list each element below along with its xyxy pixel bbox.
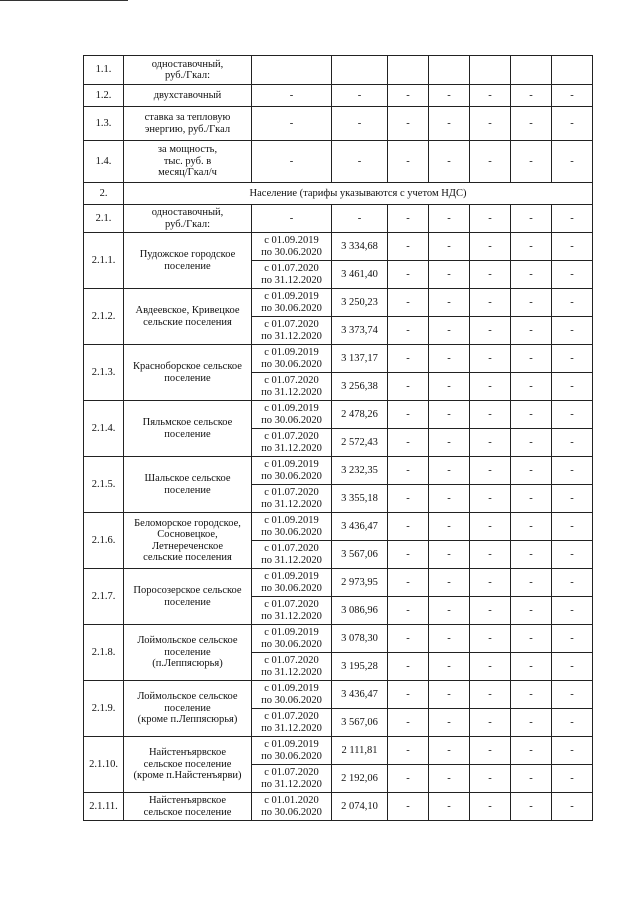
dash-cell: - [388, 653, 429, 681]
period-cell: с 01.09.2019 по 30.06.2020 [252, 513, 332, 541]
dash-cell: - [552, 653, 593, 681]
tariff-table-body [84, 56, 593, 821]
dash-cell: - [429, 345, 470, 373]
dash-cell: - [252, 107, 332, 141]
row-name: одноставочный, руб./Гкал: [124, 205, 252, 233]
dash-cell: - [388, 373, 429, 401]
dash-cell: - [429, 513, 470, 541]
dash-cell: - [552, 429, 593, 457]
dash-cell: - [429, 373, 470, 401]
period-cell: с 01.07.2020 по 31.12.2020 [252, 261, 332, 289]
period-cell: с 01.07.2020 по 31.12.2020 [252, 653, 332, 681]
dash-cell: - [470, 107, 511, 141]
dash-cell: - [429, 765, 470, 793]
dash-cell [332, 56, 388, 85]
dash-cell: - [470, 653, 511, 681]
tariff-value: 3 567,06 [332, 709, 388, 737]
dash-cell: - [429, 107, 470, 141]
settlement-name: Пудожское городское поселение [124, 233, 252, 289]
dash-cell: - [470, 709, 511, 737]
dash-cell: - [429, 625, 470, 653]
dash-cell: - [429, 681, 470, 709]
dash-cell: - [552, 485, 593, 513]
dash-cell: - [470, 233, 511, 261]
dash-cell: - [511, 793, 552, 821]
dash-cell: - [429, 541, 470, 569]
dash-cell [552, 56, 593, 85]
dash-cell: - [388, 569, 429, 597]
settlement-name: Красноборское сельское поселение [124, 345, 252, 401]
dash-cell: - [470, 541, 511, 569]
dash-cell: - [252, 141, 332, 183]
period-cell: с 01.07.2020 по 31.12.2020 [252, 317, 332, 345]
dash-cell: - [552, 205, 593, 233]
tariff-value: 3 078,30 [332, 625, 388, 653]
dash-cell: - [470, 289, 511, 317]
section-row [84, 183, 593, 205]
tariff-value: 2 074,10 [332, 793, 388, 821]
tariff-value: 2 192,06 [332, 765, 388, 793]
top-rule [0, 0, 128, 1]
dash-cell: - [511, 107, 552, 141]
tariff-value: 2 478,26 [332, 401, 388, 429]
dash-cell: - [388, 513, 429, 541]
period-cell: с 01.09.2019 по 30.06.2020 [252, 569, 332, 597]
dash-cell: - [388, 317, 429, 345]
dash-cell: - [470, 261, 511, 289]
dash-cell: - [511, 85, 552, 107]
period-cell: с 01.07.2020 по 31.12.2020 [252, 541, 332, 569]
dash-cell: - [429, 317, 470, 345]
dash-cell: - [511, 345, 552, 373]
dash-cell: - [552, 765, 593, 793]
table-row [84, 85, 593, 107]
dash-cell: - [552, 541, 593, 569]
dash-cell: - [252, 205, 332, 233]
dash-cell: - [388, 289, 429, 317]
settlement-name: Лоймольское сельское поселение (п.Леппясюрья) [124, 625, 252, 681]
dash-cell: - [511, 261, 552, 289]
dash-cell: - [429, 597, 470, 625]
dash-cell: - [552, 141, 593, 183]
dash-cell: - [388, 457, 429, 485]
entry-row [84, 289, 593, 317]
dash-cell: - [470, 485, 511, 513]
entry-row [84, 457, 593, 485]
dash-cell: - [470, 513, 511, 541]
row-number: 2.1.5. [84, 457, 124, 513]
entry-row [84, 625, 593, 653]
dash-cell: - [552, 709, 593, 737]
table-row [84, 205, 593, 233]
dash-cell: - [470, 345, 511, 373]
dash-cell: - [332, 107, 388, 141]
dash-cell: - [511, 625, 552, 653]
dash-cell: - [511, 765, 552, 793]
dash-cell [429, 56, 470, 85]
dash-cell: - [388, 597, 429, 625]
tariff-table [83, 55, 593, 821]
row-name: двухставочный [124, 85, 252, 107]
dash-cell: - [511, 569, 552, 597]
dash-cell: - [511, 457, 552, 485]
dash-cell: - [470, 569, 511, 597]
entry-row [84, 401, 593, 429]
dash-cell: - [388, 85, 429, 107]
dash-cell: - [388, 429, 429, 457]
row-number: 2.1.10. [84, 737, 124, 793]
row-number: 1.2. [84, 85, 124, 107]
dash-cell: - [470, 401, 511, 429]
dash-cell: - [470, 765, 511, 793]
dash-cell: - [388, 737, 429, 765]
row-number: 2.1.1. [84, 233, 124, 289]
dash-cell: - [470, 317, 511, 345]
dash-cell [511, 56, 552, 85]
settlement-name: Поросозерское сельское поселение [124, 569, 252, 625]
dash-cell: - [429, 737, 470, 765]
dash-cell: - [470, 625, 511, 653]
dash-cell: - [429, 485, 470, 513]
row-number: 2.1. [84, 205, 124, 233]
dash-cell [388, 56, 429, 85]
dash-cell: - [388, 233, 429, 261]
row-number: 1.1. [84, 56, 124, 85]
dash-cell: - [552, 107, 593, 141]
tariff-value: 3 334,68 [332, 233, 388, 261]
dash-cell: - [388, 625, 429, 653]
tariff-value: 3 355,18 [332, 485, 388, 513]
dash-cell: - [511, 709, 552, 737]
period-cell: с 01.09.2019 по 30.06.2020 [252, 289, 332, 317]
tariff-value: 2 111,81 [332, 737, 388, 765]
dash-cell: - [511, 205, 552, 233]
dash-cell: - [388, 107, 429, 141]
dash-cell: - [252, 85, 332, 107]
dash-cell: - [429, 233, 470, 261]
dash-cell: - [552, 289, 593, 317]
dash-cell: - [552, 345, 593, 373]
row-number: 1.4. [84, 141, 124, 183]
dash-cell: - [429, 457, 470, 485]
period-cell: с 01.09.2019 по 30.06.2020 [252, 625, 332, 653]
dash-cell: - [429, 653, 470, 681]
tariff-value: 3 232,35 [332, 457, 388, 485]
dash-cell: - [511, 429, 552, 457]
row-name: одноставочный, руб./Гкал: [124, 56, 252, 85]
table-row [84, 107, 593, 141]
period-cell: с 01.09.2019 по 30.06.2020 [252, 345, 332, 373]
dash-cell: - [552, 373, 593, 401]
dash-cell: - [388, 345, 429, 373]
tariff-value: 3 195,28 [332, 653, 388, 681]
period-cell: с 01.07.2020 по 31.12.2020 [252, 429, 332, 457]
dash-cell: - [470, 429, 511, 457]
dash-cell: - [552, 681, 593, 709]
period-cell: с 01.09.2019 по 30.06.2020 [252, 681, 332, 709]
section-number: 2. [84, 183, 124, 205]
dash-cell: - [552, 737, 593, 765]
dash-cell [470, 56, 511, 85]
entry-row [84, 681, 593, 709]
settlement-name: Шальское сельское поселение [124, 457, 252, 513]
dash-cell: - [511, 597, 552, 625]
dash-cell: - [511, 141, 552, 183]
settlement-name: Беломорское городское, Сосновецкое, Летнереченское сельские поселения [124, 513, 252, 569]
entry-row [84, 793, 593, 821]
tariff-value: 3 086,96 [332, 597, 388, 625]
tariff-value: 2 572,43 [332, 429, 388, 457]
settlement-name: Лоймольское сельское поселение (кроме п.Леппясюрья) [124, 681, 252, 737]
dash-cell: - [388, 541, 429, 569]
dash-cell: - [511, 541, 552, 569]
dash-cell: - [470, 597, 511, 625]
dash-cell: - [388, 141, 429, 183]
dash-cell: - [511, 233, 552, 261]
dash-cell: - [470, 793, 511, 821]
row-name: ставка за тепловую энергию, руб./Гкал [124, 107, 252, 141]
section-title: Население (тарифы указываются с учетом НДС) [124, 183, 593, 205]
dash-cell: - [511, 485, 552, 513]
dash-cell [252, 56, 332, 85]
row-number: 2.1.4. [84, 401, 124, 457]
row-number: 2.1.8. [84, 625, 124, 681]
tariff-value: 3 436,47 [332, 513, 388, 541]
table-row [84, 141, 593, 183]
row-name: за мощность, тыс. руб. в месяц/Гкал/ч [124, 141, 252, 183]
dash-cell: - [511, 289, 552, 317]
period-cell: с 01.07.2020 по 31.12.2020 [252, 485, 332, 513]
dash-cell: - [332, 85, 388, 107]
dash-cell: - [429, 793, 470, 821]
tariff-value: 3 567,06 [332, 541, 388, 569]
dash-cell: - [429, 569, 470, 597]
entry-row [84, 737, 593, 765]
dash-cell: - [511, 401, 552, 429]
dash-cell: - [552, 261, 593, 289]
dash-cell: - [552, 793, 593, 821]
entry-row [84, 569, 593, 597]
row-number: 2.1.7. [84, 569, 124, 625]
row-number: 2.1.2. [84, 289, 124, 345]
dash-cell: - [388, 793, 429, 821]
table-row [84, 56, 593, 85]
dash-cell: - [552, 625, 593, 653]
period-cell: с 01.07.2020 по 31.12.2020 [252, 709, 332, 737]
period-cell: с 01.09.2019 по 30.06.2020 [252, 233, 332, 261]
dash-cell: - [552, 513, 593, 541]
dash-cell: - [552, 85, 593, 107]
dash-cell: - [511, 513, 552, 541]
dash-cell: - [429, 205, 470, 233]
row-number: 2.1.3. [84, 345, 124, 401]
dash-cell: - [552, 317, 593, 345]
dash-cell: - [388, 261, 429, 289]
dash-cell: - [470, 681, 511, 709]
dash-cell: - [388, 681, 429, 709]
dash-cell: - [470, 141, 511, 183]
settlement-name: Авдеевское, Кривецкое сельские поселения [124, 289, 252, 345]
settlement-name: Найстенъярвское сельское поселение (кроме п.Найстенъярви) [124, 737, 252, 793]
row-number: 1.3. [84, 107, 124, 141]
period-cell: с 01.09.2019 по 30.06.2020 [252, 401, 332, 429]
dash-cell: - [552, 457, 593, 485]
tariff-value: 2 973,95 [332, 569, 388, 597]
settlement-name: Найстенъярвское сельское поселение [124, 793, 252, 821]
tariff-value: 3 436,47 [332, 681, 388, 709]
row-number: 2.1.9. [84, 681, 124, 737]
dash-cell: - [429, 709, 470, 737]
dash-cell: - [511, 653, 552, 681]
entry-row [84, 345, 593, 373]
row-number: 2.1.6. [84, 513, 124, 569]
dash-cell: - [429, 261, 470, 289]
entry-row [84, 513, 593, 541]
row-number: 2.1.11. [84, 793, 124, 821]
dash-cell: - [429, 289, 470, 317]
dash-cell: - [470, 205, 511, 233]
dash-cell: - [388, 709, 429, 737]
dash-cell: - [470, 737, 511, 765]
dash-cell: - [332, 205, 388, 233]
dash-cell: - [511, 737, 552, 765]
dash-cell: - [511, 373, 552, 401]
tariff-value: 3 137,17 [332, 345, 388, 373]
entry-row [84, 233, 593, 261]
period-cell: с 01.07.2020 по 31.12.2020 [252, 597, 332, 625]
dash-cell: - [388, 485, 429, 513]
dash-cell: - [552, 569, 593, 597]
dash-cell: - [429, 85, 470, 107]
dash-cell: - [552, 233, 593, 261]
dash-cell: - [388, 205, 429, 233]
period-cell: с 01.01.2020 по 30.06.2020 [252, 793, 332, 821]
dash-cell: - [388, 765, 429, 793]
dash-cell: - [429, 401, 470, 429]
dash-cell: - [552, 401, 593, 429]
dash-cell: - [470, 373, 511, 401]
period-cell: с 01.07.2020 по 31.12.2020 [252, 373, 332, 401]
dash-cell: - [429, 141, 470, 183]
dash-cell: - [388, 401, 429, 429]
period-cell: с 01.09.2019 по 30.06.2020 [252, 457, 332, 485]
dash-cell: - [511, 317, 552, 345]
tariff-value: 3 373,74 [332, 317, 388, 345]
settlement-name: Пяльмское сельское поселение [124, 401, 252, 457]
dash-cell: - [470, 85, 511, 107]
dash-cell: - [429, 429, 470, 457]
dash-cell: - [511, 681, 552, 709]
dash-cell: - [332, 141, 388, 183]
period-cell: с 01.07.2020 по 31.12.2020 [252, 765, 332, 793]
dash-cell: - [470, 457, 511, 485]
period-cell: с 01.09.2019 по 30.06.2020 [252, 737, 332, 765]
tariff-value: 3 461,40 [332, 261, 388, 289]
dash-cell: - [552, 597, 593, 625]
tariff-value: 3 250,23 [332, 289, 388, 317]
tariff-value: 3 256,38 [332, 373, 388, 401]
